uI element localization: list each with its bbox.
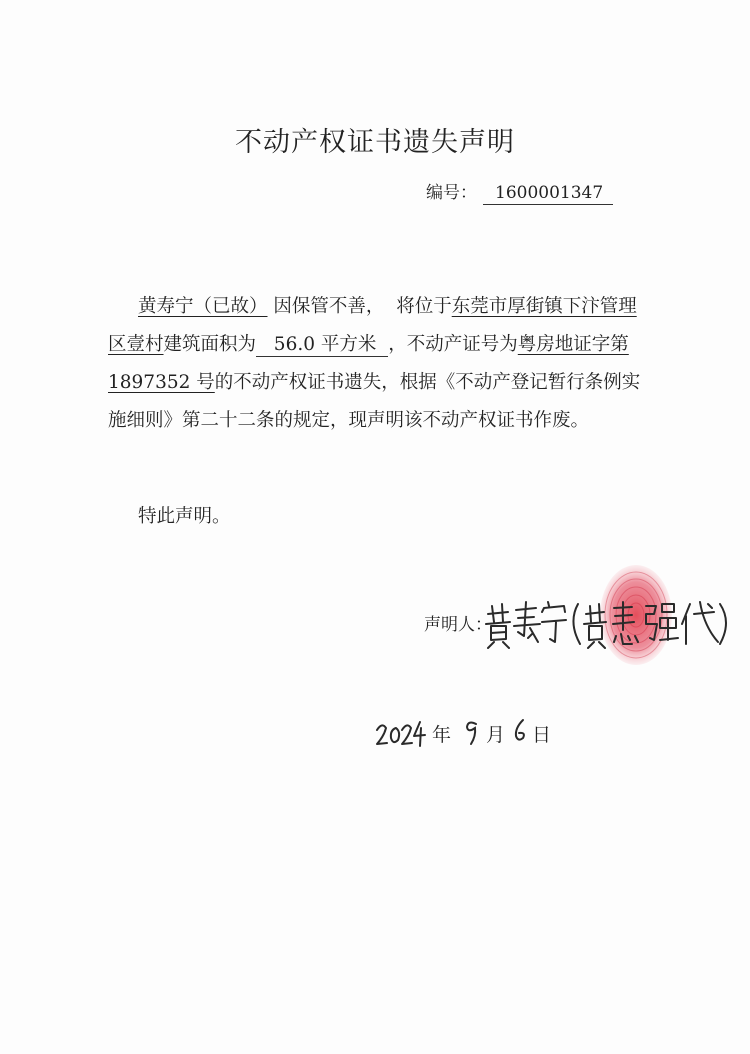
number-label: 编号： (426, 183, 477, 203)
handwritten-year (374, 718, 426, 748)
handwritten-signature (482, 596, 732, 652)
body-text-6: 施细则》第二十二条的规定，现声明该不动产权证书作废。 (108, 410, 590, 431)
statement-body (108, 288, 673, 440)
document-number (426, 178, 613, 205)
year-label: 年 (432, 724, 452, 746)
month-label: 月 (486, 724, 506, 746)
number-value: 1600001347 (483, 182, 613, 205)
handwritten-month (462, 716, 482, 746)
body-line-3 (108, 364, 673, 402)
body-line-4 (108, 402, 673, 440)
body-text-2: 将位于 (396, 296, 452, 317)
body-text-5: 的不动产权证书遗失，根据《不动产登记暂行条例实 (214, 372, 641, 393)
body-text-3: 建筑面积为 (163, 334, 257, 355)
body-text-4: ，不动产证号为 (388, 334, 518, 355)
body-line-2 (108, 326, 673, 364)
closing-statement: 特此声明。 (138, 506, 231, 527)
owner-name: 黄寿宁（已故） (138, 296, 268, 317)
signing-date (374, 712, 564, 752)
body-line-1 (108, 288, 673, 326)
handwritten-day (512, 716, 530, 746)
document-title: 不动产权证书遗失声明 (235, 127, 515, 158)
day-label: 日 (532, 724, 552, 746)
declarant-label: 声明人： (424, 615, 492, 635)
cert-part1: 粤房地证字第 (517, 334, 629, 355)
cert-part2: 1897352 号 (108, 372, 215, 393)
body-text-1: 因保管不善， (273, 296, 385, 317)
location-part2: 区壹村 (108, 334, 164, 355)
area-value: 56.0 平方米 (256, 334, 388, 357)
location-part1: 东莞市厚街镇下汴管理 (451, 296, 637, 317)
